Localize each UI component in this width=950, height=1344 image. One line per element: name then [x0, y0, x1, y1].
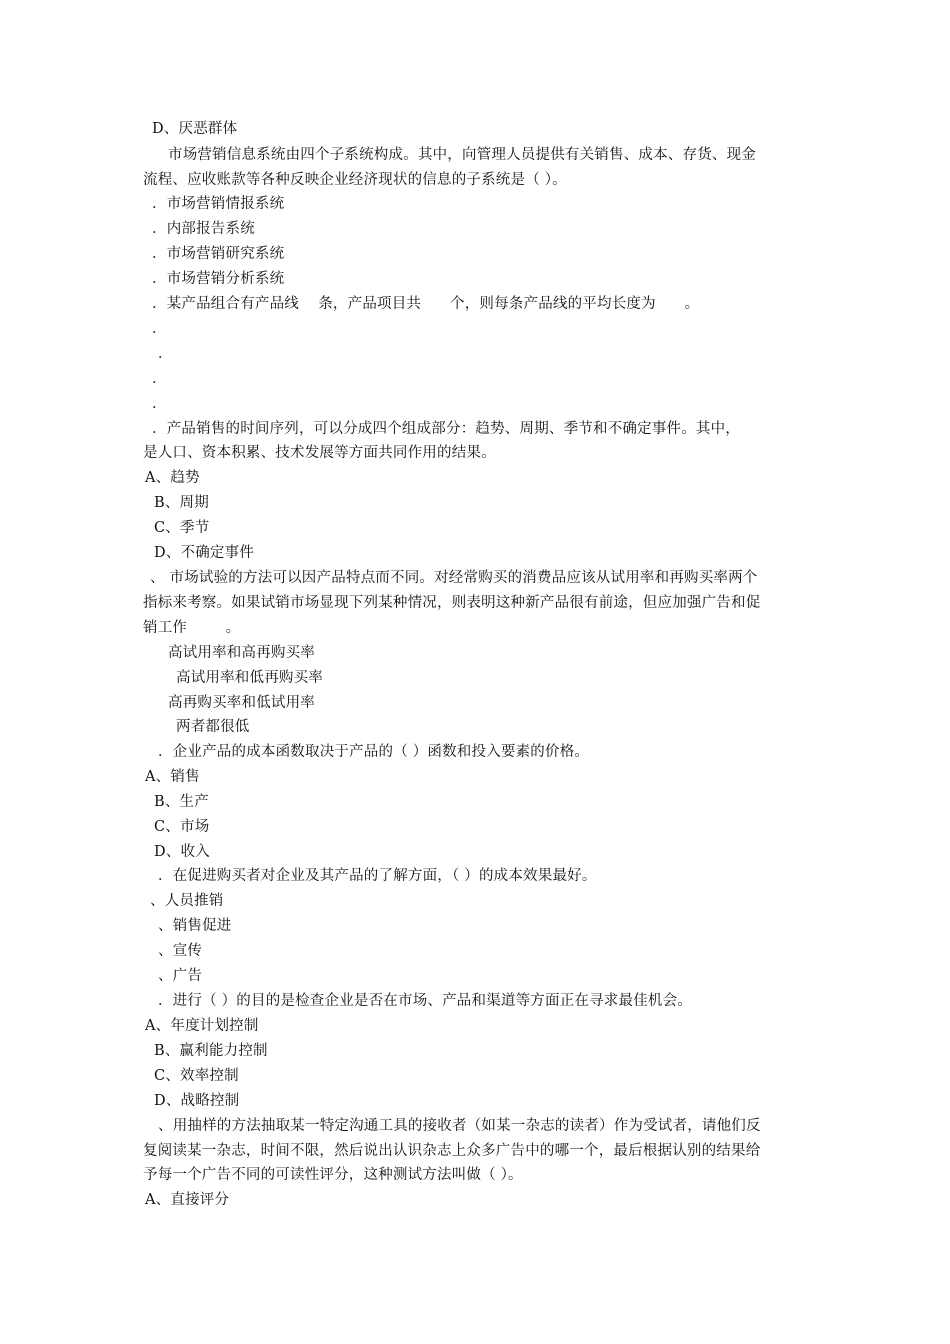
text-line: ．市场营销分析系统	[152, 271, 285, 287]
text-line: 高试用率和低再购买率	[176, 670, 323, 686]
text-line: A、销售	[145, 769, 200, 785]
text-line: 、销售促进	[158, 918, 232, 934]
text-line: ．市场营销情报系统	[152, 196, 285, 212]
text-line: 高再购买率和低试用率	[168, 695, 315, 711]
text-line: ．企业产品的成本函数取决于产品的（ ）函数和投入要素的价格。	[158, 744, 590, 760]
text-line: ．	[152, 321, 167, 337]
text-line: 、 市场试验的方法可以因产品特点而不同。对经常购买的消费品应该从试用率和再购买率两个	[150, 570, 758, 586]
text-line: 复阅读某一杂志，时间不限，然后说出认识杂志上众多广告中的哪一个，最后根据认别的结果给	[143, 1143, 761, 1159]
text-line: 两者都很低	[176, 719, 250, 735]
text-line: 是人口、资本积累、技术发展等方面共同作用的结果。	[143, 445, 496, 461]
text-line: B、周期	[154, 495, 209, 511]
text-line: B、生产	[154, 794, 209, 810]
text-line: C、季节	[154, 520, 210, 536]
text-line: B、赢利能力控制	[154, 1043, 268, 1059]
text-line: ．某产品组合有产品线 条，产品项目共 个，则每条产品线的平均长度为 。	[152, 296, 700, 312]
text-line: D、收入	[154, 844, 210, 860]
text-line: 、广告	[158, 968, 203, 984]
text-line: 、用抽样的方法抽取某一特定沟通工具的接收者（如某一杂志的读者）作为受试者，请他们反	[158, 1118, 761, 1134]
text-line: ．在促进购买者对企业及其产品的了解方面，（ ）的成本效果最好。	[158, 868, 597, 884]
text-line: 高试用率和高再购买率	[168, 645, 315, 661]
text-line: 流程、应收账款等各种反映企业经济现状的信息的子系统是（ ）。	[143, 172, 567, 188]
text-line: ．	[152, 396, 167, 412]
text-line: ．进行（ ）的目的是检查企业是否在市场、产品和渠道等方面正在寻求最佳机会。	[158, 993, 693, 1009]
text-line: C、市场	[154, 819, 210, 835]
text-line: ．	[152, 371, 167, 387]
text-line: A、直接评分	[145, 1192, 230, 1208]
text-line: 市场营销信息系统由四个子系统构成。其中，向管理人员提供有关销售、成本、存货、现金	[168, 147, 756, 163]
text-line: 、宣传	[158, 943, 203, 959]
text-line: 、人员推销	[150, 893, 224, 909]
text-line: ．内部报告系统	[152, 221, 255, 237]
text-line: A、趋势	[145, 470, 200, 486]
text-line: D、不确定事件	[154, 545, 255, 561]
text-line: D、战略控制	[154, 1093, 240, 1109]
text-line: C、效率控制	[154, 1068, 239, 1084]
text-line: ．市场营销研究系统	[152, 246, 285, 262]
text-line: D、厌恶群体	[152, 121, 238, 137]
text-line: 指标来考察。如果试销市场显现下列某种情况，则表明这种新产品很有前途，但应加强广告和促	[143, 595, 761, 611]
text-line: ．	[158, 346, 173, 362]
text-line: 销工作 。	[143, 620, 241, 636]
text-line: ．产品销售的时间序列，可以分成四个组成部分：趋势、周期、季节和不确定事件。其中，	[152, 421, 740, 437]
text-line: 予每一个广告不同的可读性评分，这种测试方法叫做（ ）。	[143, 1167, 523, 1183]
text-line: A、年度计划控制	[145, 1018, 259, 1034]
